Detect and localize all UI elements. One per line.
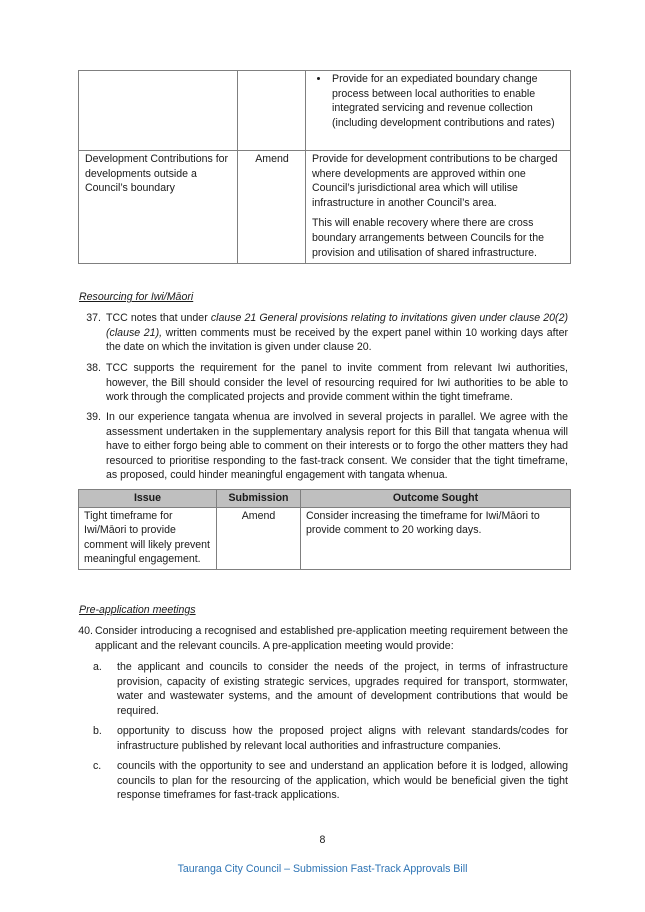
- issue-cell: [79, 71, 238, 151]
- list-item-text: councils with the opportunity to see and understand an application before it is lodged, allowing councils to plan for the resourcing of the application, which would be beneficial given the tight response timeframes for fast-track applications.: [117, 760, 568, 802]
- issue-cell: Tight timeframe for Iwi/Māori to provide comment will likely prevent meaningful engagement.: [79, 507, 217, 569]
- issue-cell: Development Contributions for developments outside a Council’s boundary: [79, 151, 238, 264]
- list-item: [93, 724, 568, 753]
- submission-cell: Amend: [217, 507, 301, 569]
- paragraph-body: [106, 311, 568, 355]
- paragraph-number: 38.: [86, 362, 101, 374]
- outcome-paragraph: Provide for development contributions to be charged where developments are approved within one Council’s jurisdictional area which will utilise infrastructure in another Council’s area.: [312, 153, 558, 209]
- list-item-text: the applicant and councils to consider the needs of the project, in terms of infrastructure provision, capacity of existing strategic services, upgrades required for transport, stormwater, water and wastewater systems, and the amount of development contributions that would be required.: [117, 661, 568, 717]
- outcome-cell: Consider increasing the timeframe for Iwi/Māori to provide comment to 20 working days.: [301, 507, 571, 569]
- section-heading-preapplication: Pre-application meetings: [79, 604, 196, 616]
- paragraph-number: 40.: [78, 625, 93, 637]
- list-item: [93, 759, 568, 803]
- paragraph-38: [79, 361, 568, 405]
- column-header-issue: Issue: [79, 490, 217, 508]
- submission-cell: [238, 71, 306, 151]
- submission-cell: Amend: [238, 151, 306, 264]
- paragraph-body: TCC supports the requirement for the panel to invite comment from relevant Iwi authorities, however, the Bill should consider the level of resourcing required for Iwi authorities to be able to work through the complicated projects and provide comment within the tight timeframe.: [106, 362, 568, 404]
- paragraph-40: [73, 624, 568, 653]
- page-footer: Tauranga City Council – Submission Fast-Track Approvals Bill: [177, 863, 468, 875]
- paragraph-body: In our experience tangata whenua are involved in several projects in parallel. We agree with the assessment undertaken in the supplementary analysis report for this Bill that tangata whenua will have to either forgo being able to comment on their interests or to forgo the other matters they had resourced to prioritise responding to the fast-track consent. We consider that the tight timeframe, as proposed, could hinder meaningful engagement with tangata whenua.: [106, 411, 568, 482]
- table-row: [79, 507, 571, 569]
- table-row: [79, 71, 571, 151]
- outcome-bullet: • Provide for an expediated boundary change process between local authorities to enable integrated servicing and revenue collection (including development contributions and rates): [330, 72, 565, 130]
- column-header-outcome: Outcome Sought: [301, 490, 571, 508]
- paragraph-37: [79, 311, 568, 355]
- column-header-submission: Submission: [217, 490, 301, 508]
- table-header-row: [79, 490, 571, 508]
- paragraph-39: [79, 410, 568, 483]
- table-row: [79, 151, 571, 264]
- outcome-cell: [306, 71, 571, 151]
- list-item-letter: c.: [93, 760, 102, 772]
- paragraph-number: 37.: [86, 312, 101, 324]
- submission-table-continued: [78, 70, 571, 264]
- paragraph-body: Consider introducing a recognised and established pre-application meeting requirement between the applicant and the relevant councils. A pre-application meeting would provide:: [95, 625, 568, 652]
- list-item-letter: b.: [93, 725, 102, 737]
- list-item-text: opportunity to discuss how the proposed project aligns with relevant standards/codes for infrastructure published by relevant local authorities and infrastructure companies.: [117, 725, 568, 752]
- list-item-letter: a.: [93, 661, 102, 673]
- page-number: 8: [319, 834, 326, 846]
- outcome-paragraph: This will enable recovery where there are cross boundary arrangements between Councils for the provision and utilisation of shared infrastructure.: [312, 217, 545, 259]
- paragraph-text: written comments must be received by the expert panel within 10 working days after the date on which the invitation is given under clause 20.: [106, 326, 568, 354]
- issue-submission-table: [78, 489, 571, 570]
- paragraph-text: TCC notes that under: [106, 312, 211, 324]
- clause-reference: clause 21 General provisions relating to invitations given under clause 20(2) (clause 21),: [106, 312, 568, 339]
- paragraph-number: 39.: [86, 411, 101, 423]
- section-heading-resourcing: Resourcing for Iwi/Māori: [79, 291, 194, 303]
- list-item: [93, 660, 568, 718]
- outcome-bullet-list: [312, 72, 565, 130]
- outcome-cell: [306, 151, 571, 264]
